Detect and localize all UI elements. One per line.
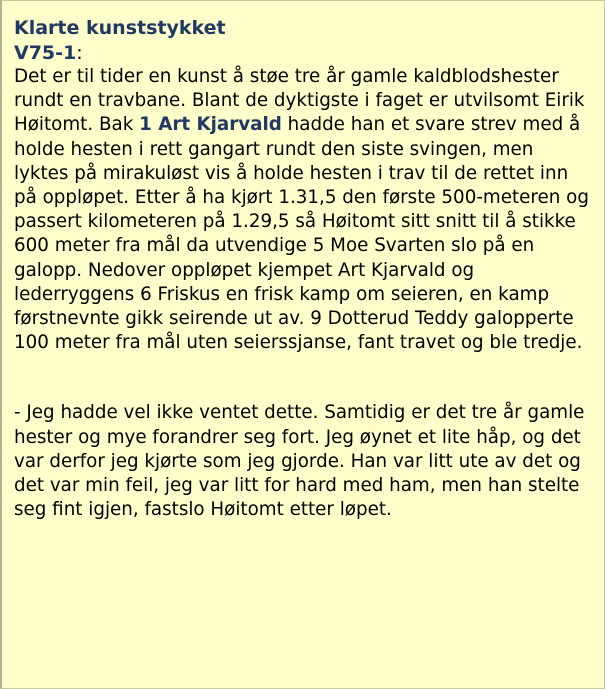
paragraph-2-quote: - Jeg hadde vel ikke ventet dette. Samtidig er det tre år gamle hester og mye forandrer seg fort. Jeg øynet et lite håp, og det var derfor jeg kjørte som jeg gjorde. Han var litt ute av det og det var min feil, jeg var litt for hard med ham, men han stelte seg fint igjen, fastslo Høitomt etter løpet. (14, 402, 585, 521)
paragraph-1-text-a: Det er til tider en kunst å støe tre år gamle kaldblodshester rundt en travbane. Blant de dyktigste i faget er utvilsomt Eirik Høitomt. Bak (14, 66, 585, 136)
race-code: V75-1 (14, 42, 77, 64)
paragraph-1-text-b: hadde han et svare strev med å holde hesten i rett gangart rundt den siste svingen, men lyktes på mirakuløst vis å holde hesten i trav til de rettet inn på oppløpet. Etter å ha kjørt 1.31,5 den første 500-meteren og passert kilometeren på 1.29,5 så Høitomt sitt snitt til å stikke 600 meter fra mål da utvendige 5 Moe Svarten slo på en galopp. Nedover oppløpet kjempet Art Kjarvald og lederryggens 6 Friskus en frisk kamp om seieren, en kamp førstnevnte gikk seirende ut av. 9 Dotterud Teddy galopperte 100 meter fra mål uten seierssjanse, fant travet og ble tredje. (14, 114, 589, 354)
horse-name-bold: 1 Art Kjarvald (139, 114, 282, 136)
race-line (14, 41, 592, 65)
paragraph-1 (14, 65, 592, 355)
article-title: Klarte kunststykket (14, 17, 226, 39)
paragraph-gap (14, 355, 592, 401)
race-code-suffix: : (76, 42, 83, 64)
